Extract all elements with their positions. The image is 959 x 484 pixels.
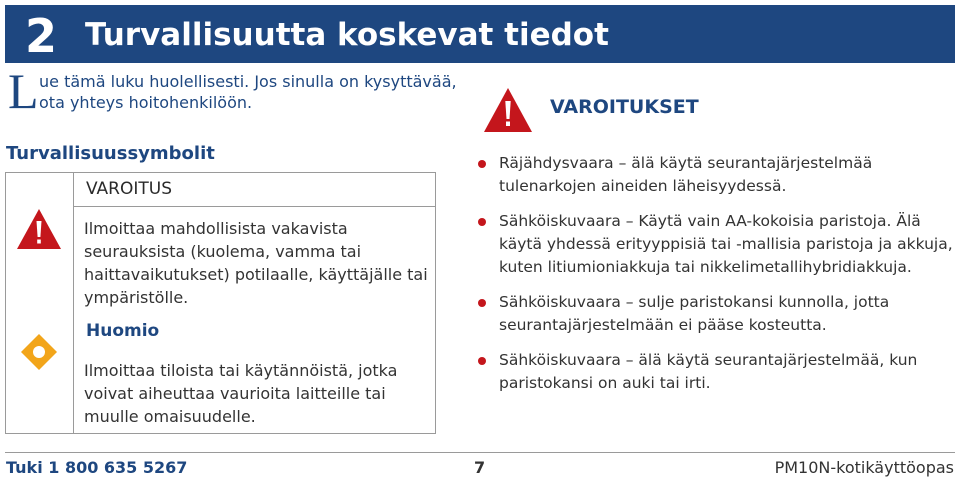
intro-drop-cap: L: [8, 63, 39, 119]
footer-support-phone: Tuki 1 800 635 5267: [6, 458, 188, 477]
warning-item-text: Sähköiskuvaara – Käytä vain AA-kokoisia paristoja. Älä käytä yhdessä erityyppisiä tai -mallisia paristoja ja akkuja, kuten litiumioniakkuja tai nikkelimetallihybridiakkuja.: [499, 212, 953, 276]
warning-triangle-icon: [15, 207, 63, 251]
caution-diamond-icon: [20, 333, 58, 371]
chapter-header: [5, 5, 955, 63]
caution-label: Huomio: [86, 321, 160, 341]
symbols-heading: Turvallisuussymbolit: [6, 143, 215, 164]
list-item: [478, 152, 953, 198]
list-item: [478, 349, 953, 395]
symbols-table: [5, 172, 436, 434]
bullet-icon: [478, 357, 486, 365]
column-divider: [73, 173, 74, 433]
footer-page-number: 7: [474, 458, 486, 477]
warning-item-text: Sähköiskuvaara – sulje paristokansi kunnolla, jotta seurantajärjestelmään ei pääse kosteutta.: [499, 293, 890, 334]
bullet-icon: [478, 160, 486, 168]
warning-description: Ilmoittaa mahdollisista vakavista seurauksista (kuolema, vamma tai haittavaikutukset) potilaalle, käyttäjälle tai ympäristölle.: [84, 219, 428, 307]
list-item: [478, 291, 953, 337]
footer-divider: [5, 452, 955, 453]
warning-triangle-icon: [482, 86, 534, 134]
bullet-icon: [478, 299, 486, 307]
list-item: [478, 210, 953, 279]
warning-label: VAROITUS: [86, 179, 172, 199]
bullet-icon: [478, 218, 486, 226]
footer-document-title: PM10N-kotikäyttöopas: [774, 458, 954, 477]
chapter-number: 2: [25, 9, 56, 63]
caution-description: Ilmoittaa tiloista tai käytännöistä, jotka voivat aiheuttaa vaurioita laitteille tai muulle omaisuudelle.: [84, 361, 398, 426]
warning-item-text: Räjähdysvaara – älä käytä seurantajärjestelmää tulenarkojen aineiden läheisyydessä.: [499, 154, 873, 195]
warning-item-text: Sähköiskuvaara – älä käytä seurantajärjestelmää, kun paristokansi on auki tai irti.: [499, 351, 918, 392]
intro-text: [39, 71, 479, 113]
intro-line-2: ota yhteys hoitohenkilöön.: [39, 93, 253, 112]
intro-line-1: ue tämä luku huolellisesti. Jos sinulla on kysyttävää,: [39, 72, 457, 91]
warnings-heading: VAROITUKSET: [550, 96, 699, 118]
chapter-title: Turvallisuutta koskevat tiedot: [85, 17, 609, 53]
row-divider: [73, 206, 435, 207]
warnings-list: [478, 152, 953, 407]
